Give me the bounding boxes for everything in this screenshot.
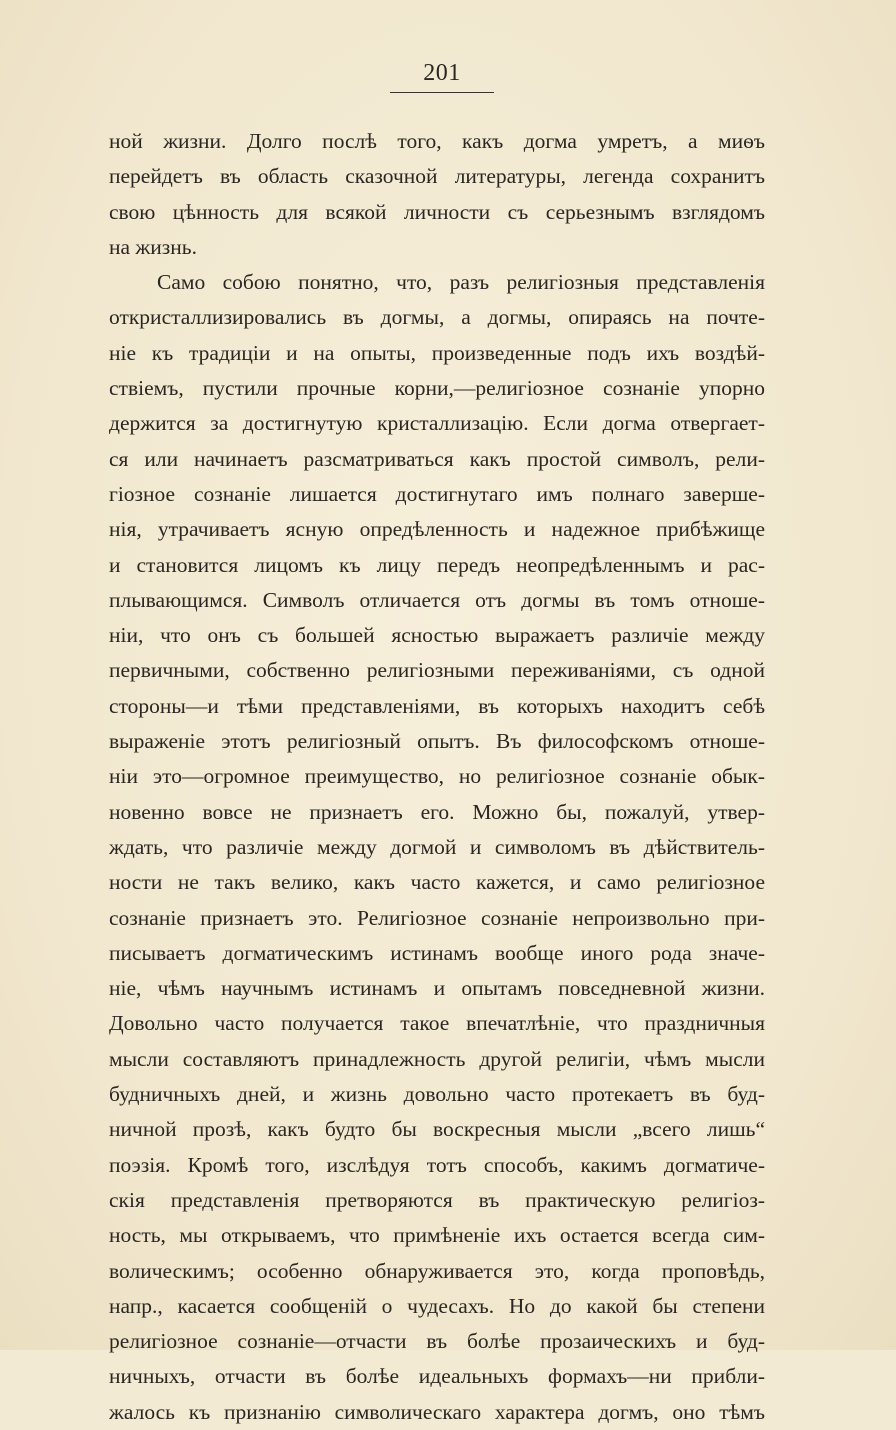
header-rule [390,92,494,93]
text-line: ствiемъ, пустили прочные корни,—религiозное сознанiе упорно [109,376,765,401]
text-line: откристаллизировались въ догмы, а догмы, опираясь на почте- [109,305,765,330]
text-line: ждать, что различiе между догмой и символомъ въ дѣйствитель- [109,834,765,859]
text-line: ничныхъ, отчасти въ болѣе идеальныхъ формахъ—ни прибли- [109,1364,765,1389]
text-line: сознанiе признаетъ это. Религiозное сознанiе непроизвольно при- [109,905,765,930]
text-line: скiя представленiя претворяются въ практическую религiоз- [109,1187,765,1212]
text-line: ной жизни. Долго послѣ того, какъ догма умретъ, а миѳъ [109,129,765,153]
text-line: ности не такъ велико, какъ часто кажется, и само религiозное [109,870,765,895]
text-line: держится за достигнутую кристаллизацiю. Если догма отвергает- [109,411,765,436]
body-text [109,124,765,1430]
text-line: Довольно часто получается такое впечатлѣнiе, что праздничныя [109,1011,765,1036]
text-line: волическимъ; особенно обнаруживается это, когда проповѣдь, [109,1258,765,1283]
text-line: новенно вовсе не признаетъ его. Можно бы, пожалуй, утвер- [109,799,765,824]
text-line: ность, мы открываемъ, что примѣненiе ихъ остается всегда сим- [109,1223,765,1248]
text-line: Само собою понятно, что, разъ религiозныя представленiя [157,270,765,295]
text-line: стороны—и тѣми представленiями, въ которыхъ находитъ себѣ [109,693,765,718]
text-line: религiозное сознанiе—отчасти въ болѣе прозаическихъ и буд- [109,1329,765,1354]
text-line: нiе, чѣмъ научнымъ истинамъ и опытамъ повседневной жизни. [109,976,765,1001]
text-line: будничныхъ дней, и жизнь довольно часто протекаетъ въ буд- [109,1082,765,1107]
text-line: первичными, собственно религiозными переживанiями, съ одной [109,658,765,683]
text-line: напр., касается сообщенiй о чудесахъ. Но до какой бы степени [109,1293,765,1318]
text-line: поэзiя. Кромѣ того, изслѣдуя тотъ способъ, какимъ догматиче- [109,1152,765,1177]
text-line: выраженiе этотъ религiозный опытъ. Въ философскомъ отноше- [109,729,765,754]
text-line: мысли составляютъ принадлежность другой религiи, чѣмъ мысли [109,1046,765,1071]
text-line: писываетъ догматическимъ истинамъ вообще иного рода значе- [109,940,765,965]
text-line: нiе къ традицiи и на опыты, произведенные подъ ихъ воздѣй- [109,340,765,365]
text-line: гiозное сознанiе лишается достигнутаго имъ полнаго заверше- [109,481,765,506]
text-line: и становится лицомъ къ лицу передъ неопредѣленнымъ и рас- [109,552,765,577]
text-line: нiя, утрачиваетъ ясную опредѣленность и надежное прибѣжище [109,517,765,542]
text-line: жалось къ признанiю символическаго характера догмъ, оно тѣмъ [109,1399,765,1424]
text-line: свою цѣнность для всякой личности съ серьезнымъ взглядомъ [109,199,765,224]
text-line: ся или начинаетъ разсматриваться какъ простой символъ, рели- [109,446,765,471]
text-line: нiи это—огромное преимущество, но религiозное сознанiе обык- [109,764,765,789]
text-line: перейдетъ въ область сказочной литературы, легенда сохранитъ [109,164,765,189]
page-number: 201 [423,60,461,86]
text-line: нiи, что онъ съ большей ясностью выражаетъ различiе между [109,623,765,648]
text-line: на жизнь. [109,234,197,259]
text-line: плывающимся. Символъ отличается отъ догмы въ томъ отноше- [109,587,765,612]
text-line: ничной прозѣ, какъ будто бы воскресныя мысли „всего лишь“ [109,1117,765,1142]
